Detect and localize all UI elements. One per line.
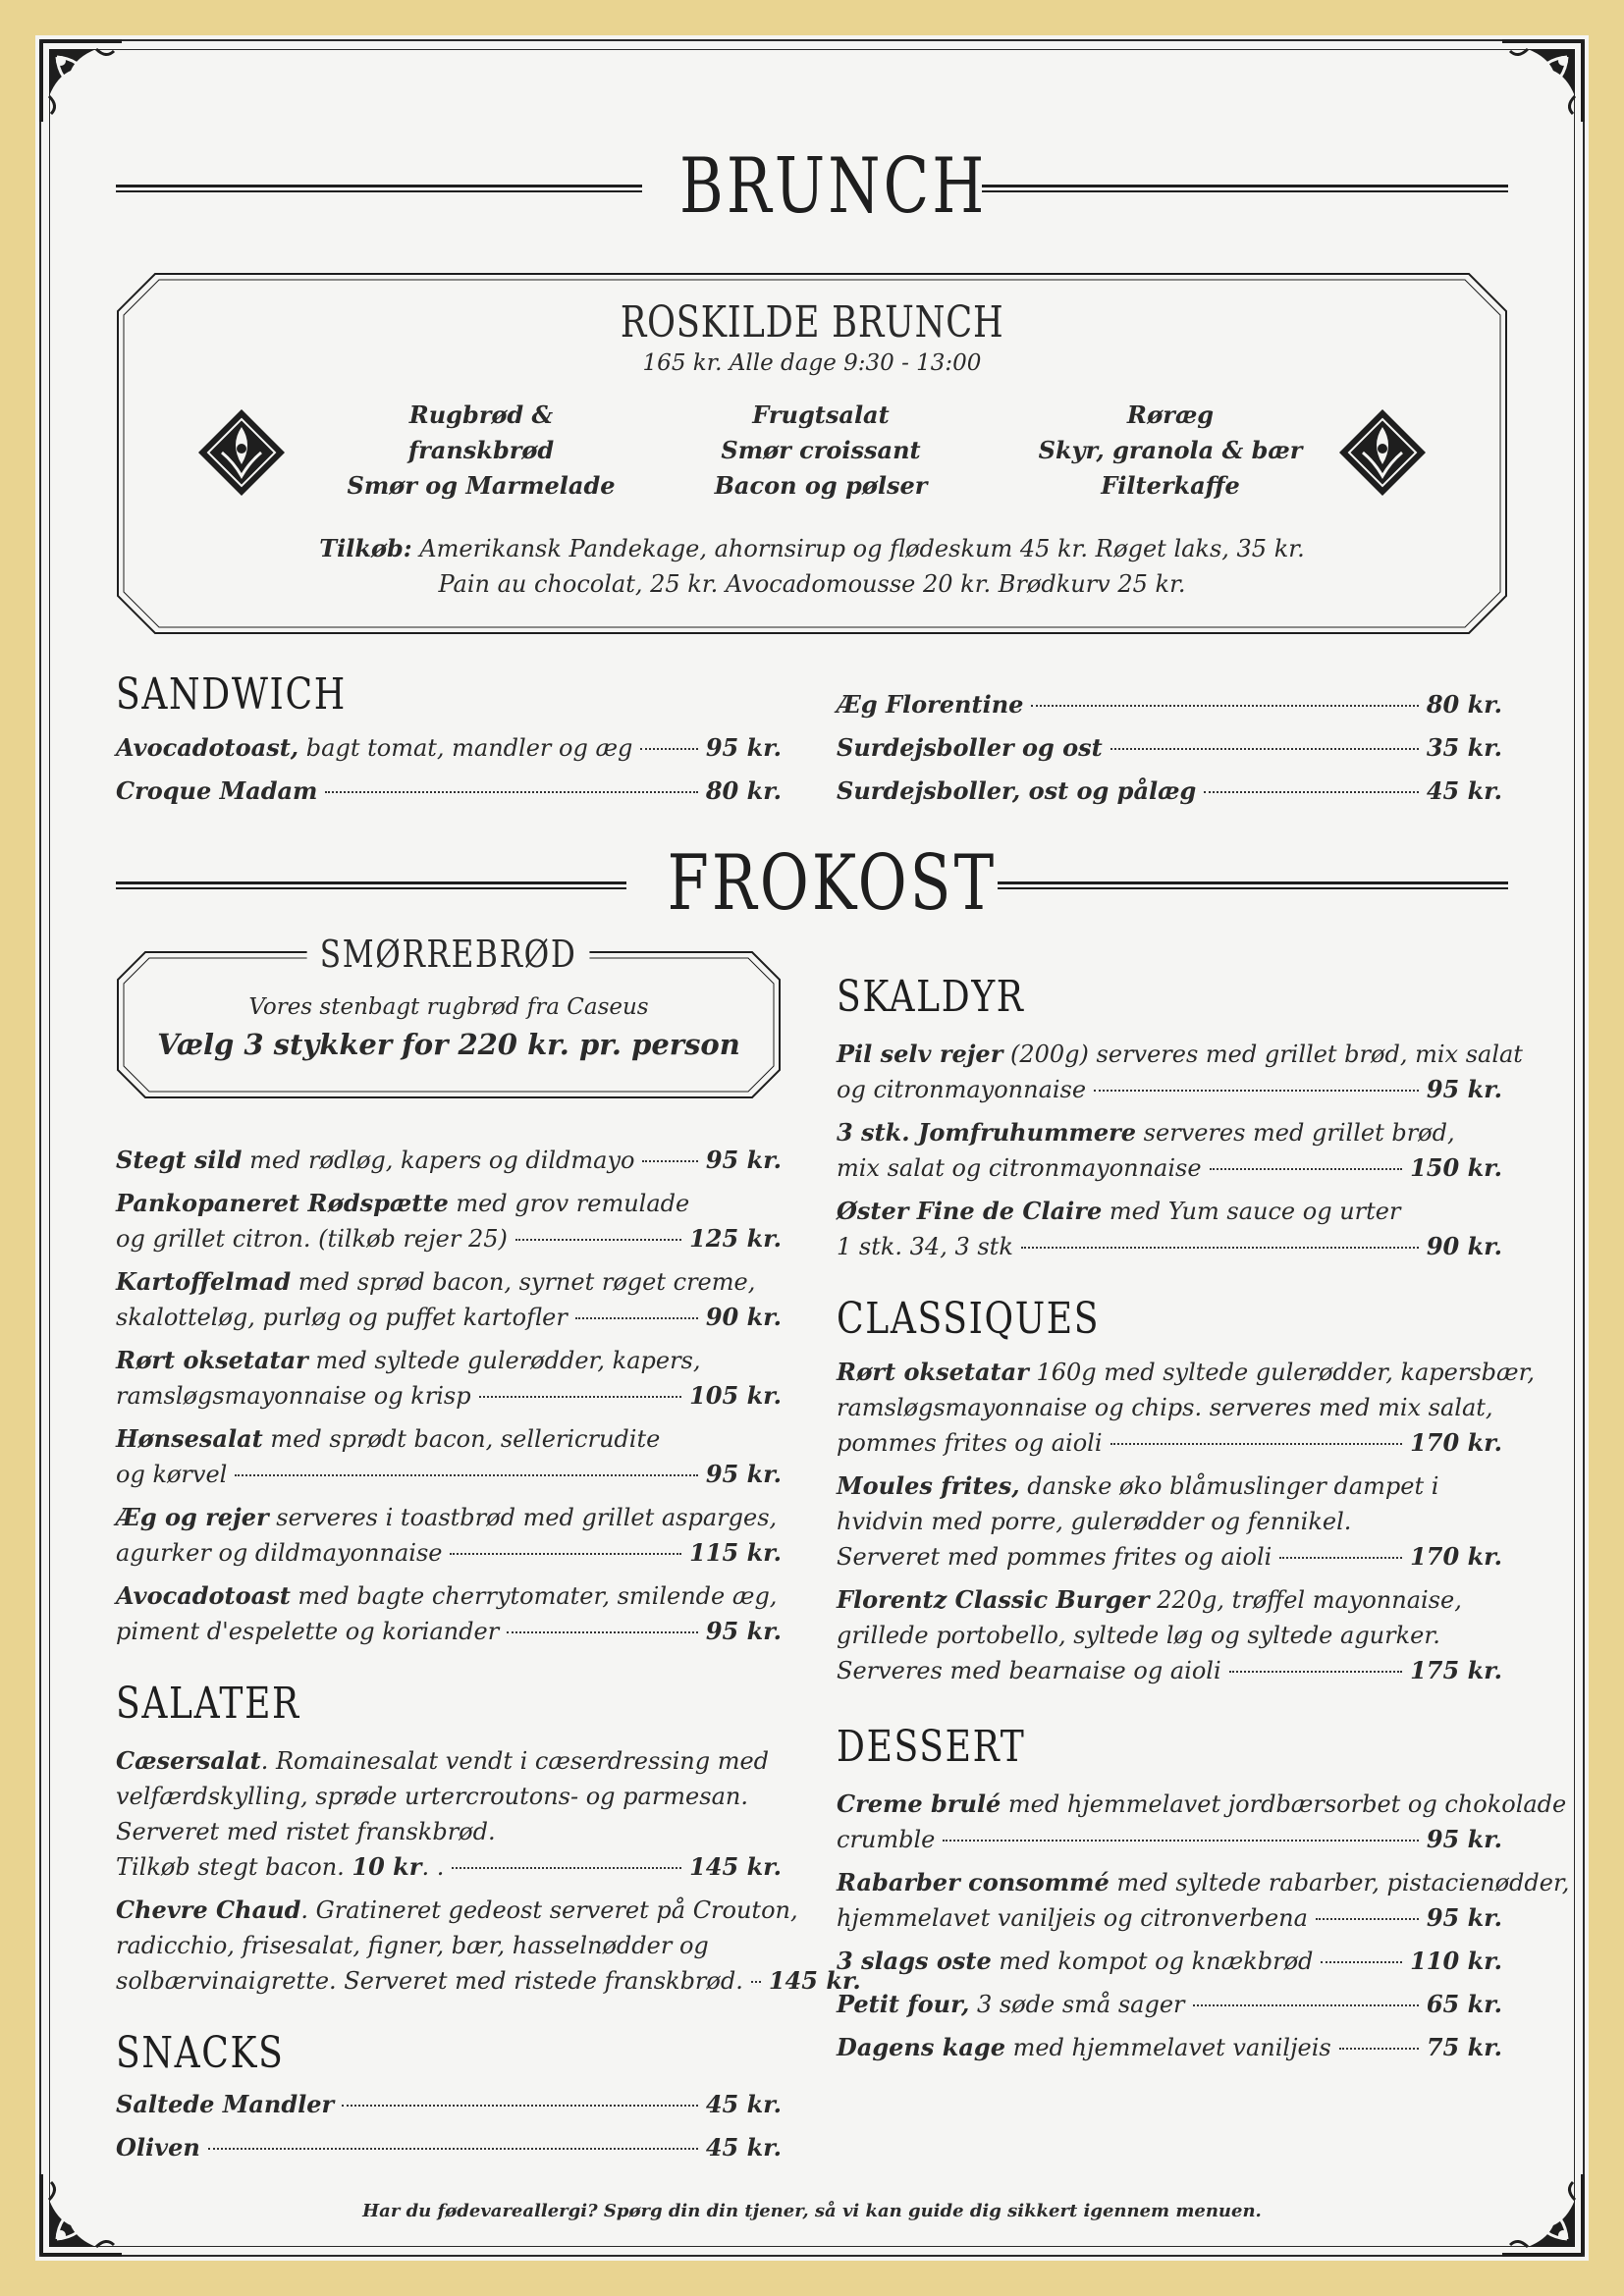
menu-item-line: velfærdskylling, sprøde urtercroutons- og parmesan. [116,1783,748,1810]
item-name: Saltede Mandler [116,2090,335,2118]
item-price: 45 kr. [705,2133,782,2162]
item-name: Æg og rejer [116,1503,269,1531]
item-price: 80 kr. [705,776,782,805]
item-desc: . Gratineret gedeost serveret på Crouton, [300,1896,798,1924]
menu-item-line [116,1186,689,1221]
item-name: Surdejsboller, ost og pålæg [837,776,1197,805]
item-desc: pommes frites og aioli [837,1429,1103,1457]
item-name: Rabarber consommé [837,1868,1110,1896]
item-desc: og citronmayonnaise [837,1076,1087,1103]
brunch-column-2 [674,398,968,504]
item-addon-price: 10 kr [352,1852,422,1881]
item-desc: med hjemmelavet jordbærsorbet og chokolade [1001,1790,1567,1818]
smorrebrod-title: SMØRREBRØD [307,933,590,976]
menu-item [116,1143,782,1178]
brunch-item: Bacon og pølser [714,471,928,500]
menu-item [837,1425,1502,1461]
menu-item [837,1229,1502,1264]
item-price: 95 kr. [1426,1903,1502,1932]
menu-item-line [116,1421,660,1457]
item-price: 95 kr. [705,1617,782,1645]
item-name: Pankopaneret Rødspætte [116,1189,449,1217]
item-desc: serveres med grillet brød, [1136,1119,1455,1147]
menu-item-line [837,1037,1523,1072]
item-name: Pil selv rejer [837,1040,1003,1068]
menu-item [116,1457,782,1492]
item-desc: og kørvel [116,1461,228,1488]
brunch-item: Frugtsalat [752,400,890,429]
item-price: 105 kr. [689,1381,782,1410]
menu-item [116,1221,782,1256]
item-name: Rørt oksetatar [837,1358,1029,1386]
menu-item-line [837,1468,1438,1504]
item-price: 170 kr. [1410,1542,1502,1571]
item-desc: Serveres med bearnaise og aioli [837,1657,1221,1684]
item-desc: (200g) serveres med grillet brød, mix salat [1002,1041,1523,1068]
menu-item-line [837,1194,1400,1229]
menu-item [837,1653,1502,1688]
item-desc: 1 stk. 34, 3 stk [837,1233,1013,1260]
smorrebrod-title-wrap [116,933,782,976]
item-desc: agurker og dildmayonnaise [116,1539,443,1567]
item-price: 115 kr. [689,1538,782,1567]
classiques-title: CLASSIQUES [837,1294,1101,1344]
menu-item-line: grillede portobello, syltede løg og syltede agurker. [837,1622,1440,1649]
item-name: Petit four, [837,1990,970,2018]
menu-item-line: Serveret med ristet franskbrød. [116,1818,496,1845]
item-name: Florentz Classic Burger [837,1585,1150,1614]
tilkob-label: Tilkøb: [319,534,412,562]
item-name: 3 stk. Jomfruhummere [837,1118,1137,1147]
item-price: 95 kr. [705,733,782,762]
smorrebrod-line-1: Vores stenbagt rugbrød fra Caseus [248,994,649,1020]
menu-item-line [837,1865,1569,1900]
item-desc: . . [421,1853,445,1881]
item-name: Æg Florentine [837,690,1024,719]
menu-item-line [837,1787,1566,1822]
item-desc: med syltede gulerødder, kapers, [307,1347,701,1374]
item-price: 125 kr. [689,1224,782,1253]
roskilde-brunch-title: ROSKILDE BRUNCH [620,297,1004,347]
item-desc: hjemmelavet vaniljeis og citronverbena [837,1904,1308,1932]
brunch-item: Røræg [1126,400,1215,429]
menu-item-line [116,1264,755,1300]
item-price: 80 kr. [1426,690,1502,719]
tilkob-text: Amerikansk Pandekage, ahornsirup og flødeskum 45 kr. Røget laks, 35 kr. [411,535,1305,562]
menu-item [116,1614,782,1649]
brunch-item: Rugbrød & [408,400,554,429]
brunch-column-3 [1023,398,1318,504]
tilkob-line-1 [116,531,1508,566]
item-name: Hønsesalat [116,1424,263,1453]
menu-item [837,1539,1502,1575]
item-name: Creme brulé [837,1789,1001,1818]
tilkob-line-2: Pain au chocolat, 25 kr. Avocadomousse 20 kr. Brødkurv 25 kr. [438,570,1186,598]
item-desc: solbærvinaigrette. Serveret med ristede franskbrød. [116,1967,743,1995]
item-desc: danske øko blåmuslinger dampet i [1019,1472,1439,1500]
menu-item [116,2130,782,2165]
item-price: 90 kr. [1426,1232,1502,1260]
item-desc: med rødløg, kapers og dildmayo [242,1147,635,1174]
item-price: 95 kr. [1426,1075,1502,1103]
item-desc: med kompot og knækbrød [991,1948,1314,1975]
menu-item [116,774,782,809]
item-price: 35 kr. [1426,733,1502,762]
menu-item [116,1849,782,1885]
item-desc: med grov remulade [448,1190,690,1217]
item-price: 65 kr. [1426,1990,1502,2018]
item-price: 90 kr. [705,1303,782,1331]
brunch-item: Skyr, granola & bær [1038,436,1303,464]
menu-item-line [116,1500,777,1535]
menu-item-line: radicchio, frisesalat, figner, bær, hasselnødder og [116,1932,709,1959]
item-desc: . Romainesalat vendt i cæserdressing med [260,1747,770,1775]
heading-rule-right [998,881,1508,889]
menu-item [116,1963,861,1999]
menu-item [116,1300,782,1335]
menu-item-line [116,1893,798,1928]
item-name: Avocadotoast, [116,733,299,762]
dessert-title: DESSERT [837,1722,1026,1772]
smorrebrod-line-2: Vælg 3 stykker for 220 kr. pr. person [157,1028,740,1061]
item-desc: med Yum sauce og urter [1102,1198,1401,1225]
menu-item-line [116,1343,700,1378]
menu-item [116,1535,782,1571]
snacks-title: SNACKS [116,2028,285,2078]
item-desc: Serveret med pommes frites og aioli [837,1543,1272,1571]
item-price: 45 kr. [1426,776,1502,805]
salater-title: SALATER [116,1679,300,1729]
menu-item [837,730,1502,766]
item-price: 95 kr. [705,1146,782,1174]
item-desc: med hjemmelavet vaniljeis [1004,2034,1331,2061]
menu-item [116,2087,782,2122]
item-desc: med sprød bacon, syrnet røget creme, [291,1268,756,1296]
item-name: Kartoffelmad [116,1267,292,1296]
item-price: 45 kr. [705,2090,782,2118]
item-name: 3 slags oste [837,1947,992,1975]
menu-item-line [116,1743,769,1779]
item-price: 95 kr. [705,1460,782,1488]
brunch-item: franskbrød [407,436,555,464]
item-name: Rørt oksetatar [116,1346,308,1374]
menu-item [837,1987,1502,2022]
menu-item [116,1378,782,1414]
item-desc: mix salat og citronmayonnaise [837,1154,1202,1182]
item-price: 170 kr. [1410,1428,1502,1457]
menu-item-line: hvidvin med porre, gulerødder og fennikel. [837,1508,1352,1535]
menu-item [837,1072,1502,1107]
item-price: 145 kr. [768,1966,861,1995]
brunch-item: Smør croissant [721,436,921,464]
menu-item [837,687,1502,722]
item-name: Dagens kage [837,2033,1005,2061]
item-desc: 220g, trøffel mayonnaise, [1149,1586,1462,1614]
item-desc: og grillet citron. (tilkøb rejer 25) [116,1225,508,1253]
brunch-item: Filterkaffe [1101,471,1240,500]
roskilde-brunch-subtitle: 165 kr. Alle dage 9:30 - 13:00 [642,350,982,376]
menu-item [837,1944,1502,1979]
item-name: Avocadotoast [116,1581,291,1610]
corner-ornament-icon [37,37,126,126]
menu-item [837,1822,1502,1857]
item-desc: crumble [837,1826,936,1853]
menu-item-line [837,1355,1535,1390]
corner-ornament-icon [1498,37,1587,126]
item-desc: Tilkøb stegt bacon. [116,1853,352,1881]
item-desc: med bagte cherrytomater, smilende æg, [290,1582,778,1610]
item-desc: skalotteløg, purløg og puffet kartofler [116,1304,568,1331]
sandwich-title: SANDWICH [116,669,347,720]
skaldyr-title: SKALDYR [837,972,1025,1022]
art-nouveau-ornament-icon [1335,405,1430,500]
item-name: Surdejsboller og ost [837,733,1103,762]
item-price: 110 kr. [1410,1947,1502,1975]
roskilde-brunch-box [116,272,1508,635]
item-desc: 160g med syltede gulerødder, kapersbær, [1028,1359,1536,1386]
brunch-title: BRUNCH [679,142,988,231]
item-name: Cæsersalat [116,1746,261,1775]
item-desc: med sprødt bacon, sellericrudite [262,1425,661,1453]
menu-item-line [116,1578,777,1614]
menu-item [837,1150,1502,1186]
brunch-column-1 [334,398,628,504]
item-name: Oliven [116,2133,200,2162]
menu-item [837,1900,1502,1936]
allergy-footer-note: Har du fødevareallergi? Spørg din din tjener, så vi kan guide dig sikkert igennem menuen. [362,2201,1262,2221]
item-price: 75 kr. [1426,2033,1502,2061]
brunch-item: Smør og Marmelade [347,471,616,500]
frokost-title: FROKOST [667,839,998,928]
item-price: 95 kr. [1426,1825,1502,1853]
item-price: 145 kr. [689,1852,782,1881]
item-name: Chevre Chaud [116,1896,301,1924]
item-desc: ramsløgsmayonnaise og krisp [116,1382,471,1410]
menu-item-line [837,1582,1462,1618]
item-desc: piment d'espelette og koriander [116,1618,500,1645]
menu-item [116,730,782,766]
item-desc: 3 søde små sager [969,1991,1185,2018]
heading-rule-right [982,185,1508,192]
item-name: Moules frites, [837,1471,1020,1500]
heading-rule-left [116,185,642,192]
art-nouveau-ornament-icon [194,405,289,500]
item-name: Stegt sild [116,1146,243,1174]
item-desc: med syltede rabarber, pistacienødder, [1109,1869,1570,1896]
item-desc: bagt tomat, mandler og æg [298,734,633,762]
menu-item [837,2030,1502,2065]
heading-rule-left [116,881,626,889]
item-price: 175 kr. [1410,1656,1502,1684]
menu-item-line: ramsløgsmayonnaise og chips. serveres med mix salat, [837,1394,1493,1421]
item-name: Croque Madam [116,776,318,805]
menu-item [837,774,1502,809]
item-name: Øster Fine de Claire [837,1197,1103,1225]
item-desc: serveres i toastbrød med grillet asparges, [268,1504,778,1531]
item-price: 150 kr. [1410,1153,1502,1182]
menu-item-line [837,1115,1455,1150]
